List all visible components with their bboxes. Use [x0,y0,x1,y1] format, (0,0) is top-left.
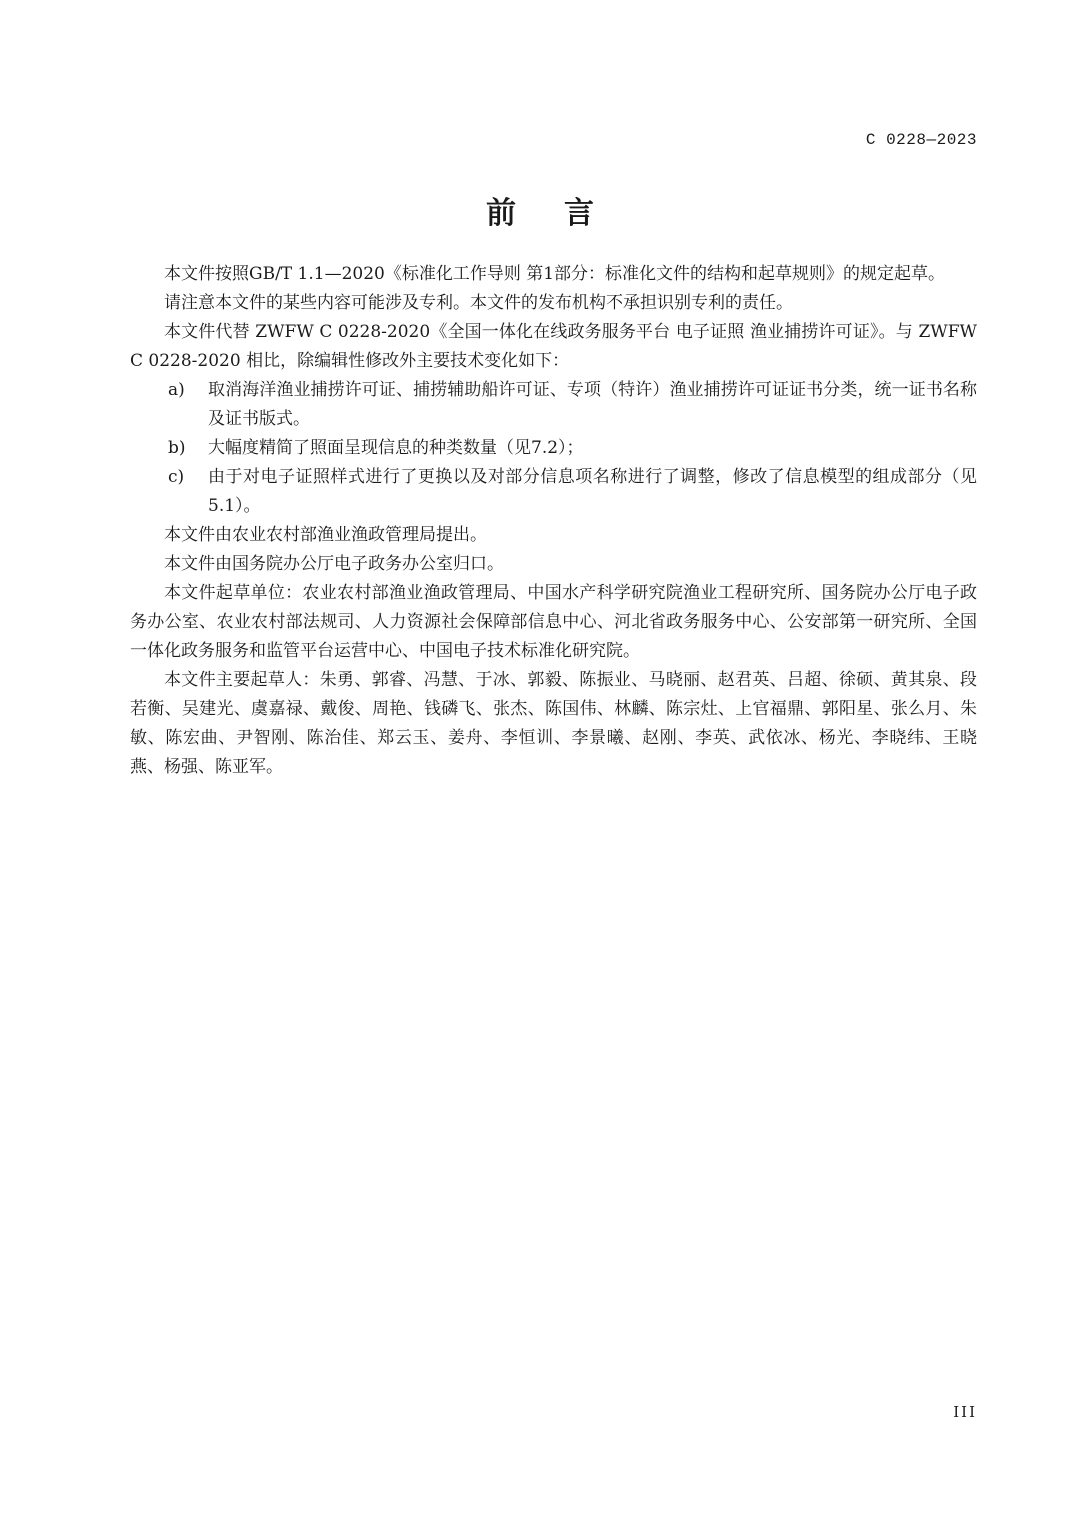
preface-body [130,260,977,782]
page-title: 前言 [486,196,642,231]
change-item-a [130,376,977,434]
list-marker: a) [168,380,185,400]
paragraph-proposer: 本文件由农业农村部渔业渔政管理局提出。 [164,525,487,545]
change-item-b [130,434,977,463]
list-text: 取消海洋渔业捕捞许可证、捕捞辅助船许可证、专项（特许）渔业捕捞许可证证书分类，统一证书名称及证书版式。 [208,380,977,429]
paragraph-drafters: 本文件主要起草人：朱勇、郭睿、冯慧、于冰、郭毅、陈振业、马晓丽、赵君英、吕超、徐硕、黄其泉、段若衡、吴建光、虞嘉禄、戴俊、周艳、钱磷飞、张杰、陈国伟、林麟、陈宗灶、上官福鼎、郭阳星、张么月、朱敏、陈宏曲、尹智刚、陈治佳、郑云玉、姜舟、李恒训、李景曦、赵刚、李英、武依冰、杨光、李晓纬、王晓燕、杨强、陈亚军。 [130,670,977,777]
list-text: 大幅度精简了照面呈现信息的种类数量（见7.2）； [208,438,584,458]
change-item-c [130,463,977,521]
paragraph-centralizer: 本文件由国务院办公厅电子政务办公室归口。 [164,554,504,574]
page-number: III [953,1403,977,1421]
paragraph-drafting-units: 本文件起草单位：农业农村部渔业渔政管理局、中国水产科学研究院渔业工程研究所、国务院办公厅电子政务办公室、农业农村部法规司、人力资源社会保障部信息中心、河北省政务服务中心、公安部第一研究所、全国一体化政务服务和监管平台运营中心、中国电子技术标准化研究院。 [130,583,977,661]
paragraph-replacement: 本文件代替 ZWFW C 0228-2020《全国一体化在线政务服务平台 电子证照 渔业捕捞许可证》。与 ZWFW C 0228-2020 相比，除编辑性修改外主要技术变化如下： [130,322,977,371]
paragraph-patent-notice: 请注意本文件的某些内容可能涉及专利。本文件的发布机构不承担识别专利的责任。 [164,293,793,313]
list-marker: b) [168,438,186,458]
list-text: 由于对电子证照样式进行了更换以及对部分信息项名称进行了调整，修改了信息模型的组成部分（见5.1）。 [208,467,977,516]
list-marker: c) [168,467,185,487]
document-code: C 0228—2023 [865,131,977,149]
paragraph-drafting-rules: 本文件按照GB/T 1.1—2020《标准化工作导则 第1部分：标准化文件的结构和起草规则》的规定起草。 [164,264,946,284]
